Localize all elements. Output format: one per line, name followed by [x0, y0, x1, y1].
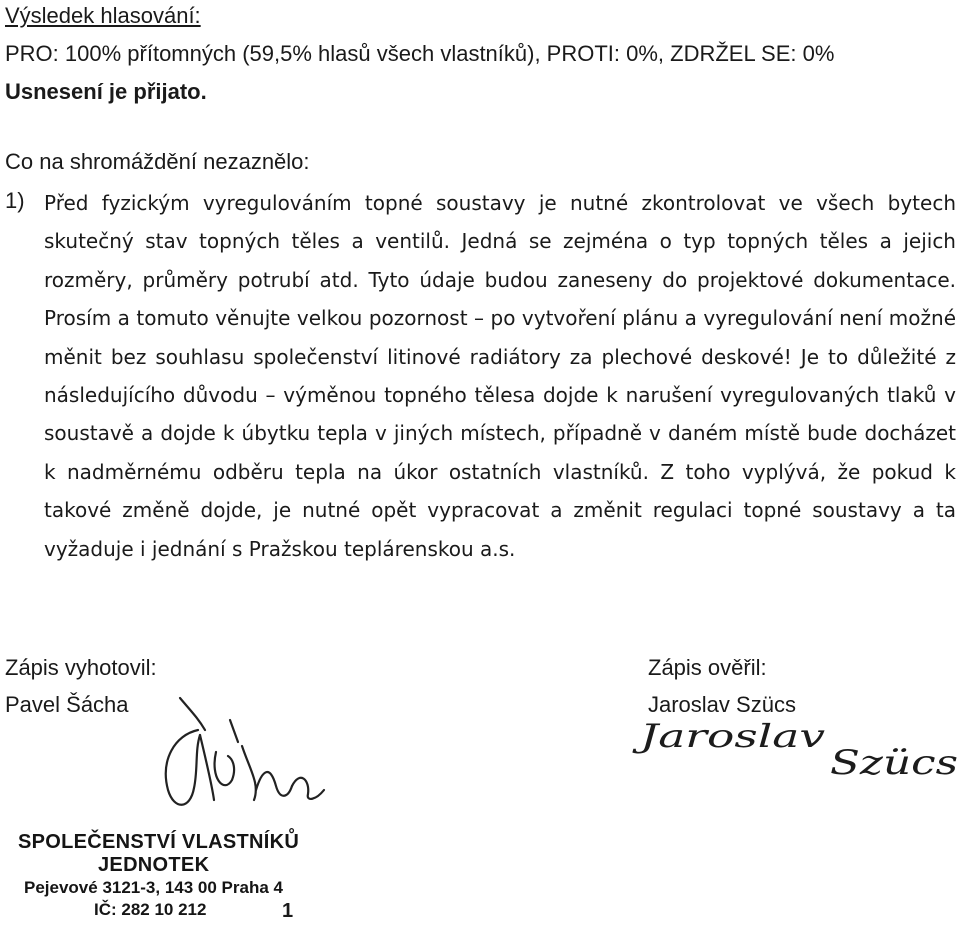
voting-result-heading: Výsledek hlasování: — [5, 3, 201, 28]
voting-result-votes: PRO: 100% přítomných (59,5% hlasů všech vlastníků), PROTI: 0%, ZDRŽEL SE: 0% — [5, 41, 835, 66]
item-paragraph: Před fyzickým vyregulováním topné soustavy je nutné zkontrolovat ve všech bytech skutečný stav topných těles a ventilů. Jedná se zejména o typ topných těles a jejich rozměry, průměry potrubí atd. Tyto údaje budou zaneseny do projektové dokumentace. Prosím a tomuto věnujte velkou pozornost – po vytvoření plánu a vyregulování není možné měnit bez souhlasu společenství litinové radiátory za plechové deskové! Je to důležité z následujícího důvodu – výměnou topného tělesa dojde k narušení vyregulovaných tlaků v soustavě a dojde k úbytku tepla v jiných místech, případně v daném místě bude docházet k nadměrnému odběru tepla na úkor ostatních vlastníků. Z toho vyplývá, že pokud k takové změně dojde, je nutné opět vypracovat a změnit regulaci topné soustavy a ta vyžaduje i jednání s Pražskou teplárenskou a.s. — [44, 191, 956, 561]
stamp-line-4: IČ: 282 10 212 — [94, 900, 207, 919]
stamp-line-3: Pejevové 3121-3, 143 00 Praha 4 — [24, 878, 283, 897]
verified-by-name: Jaroslav Szücs — [648, 692, 796, 717]
stamp-line-2: JEDNOTEK — [98, 854, 210, 876]
handwritten-signature-jaroslav-szucs — [631, 712, 960, 787]
svg-text:Szücs: Szücs — [830, 743, 958, 783]
svg-text:Jaroslav: Jaroslav — [631, 717, 825, 755]
stamp-line-1: SPOLEČENSTVÍ VLASTNÍKŮ — [18, 831, 300, 853]
prepared-by-label: Zápis vyhotovil: — [5, 655, 157, 680]
handwritten-signature-pavel-sacha — [150, 690, 340, 830]
prepared-by-name: Pavel Šácha — [5, 692, 129, 717]
resolution-adopted: Usnesení je přijato. — [5, 79, 207, 104]
not-discussed-heading: Co na shromáždění nezaznělo: — [5, 149, 310, 174]
page-mark: 1 — [282, 900, 294, 922]
verified-by-label: Zápis ověřil: — [648, 655, 767, 680]
item-number: 1) — [5, 188, 25, 213]
